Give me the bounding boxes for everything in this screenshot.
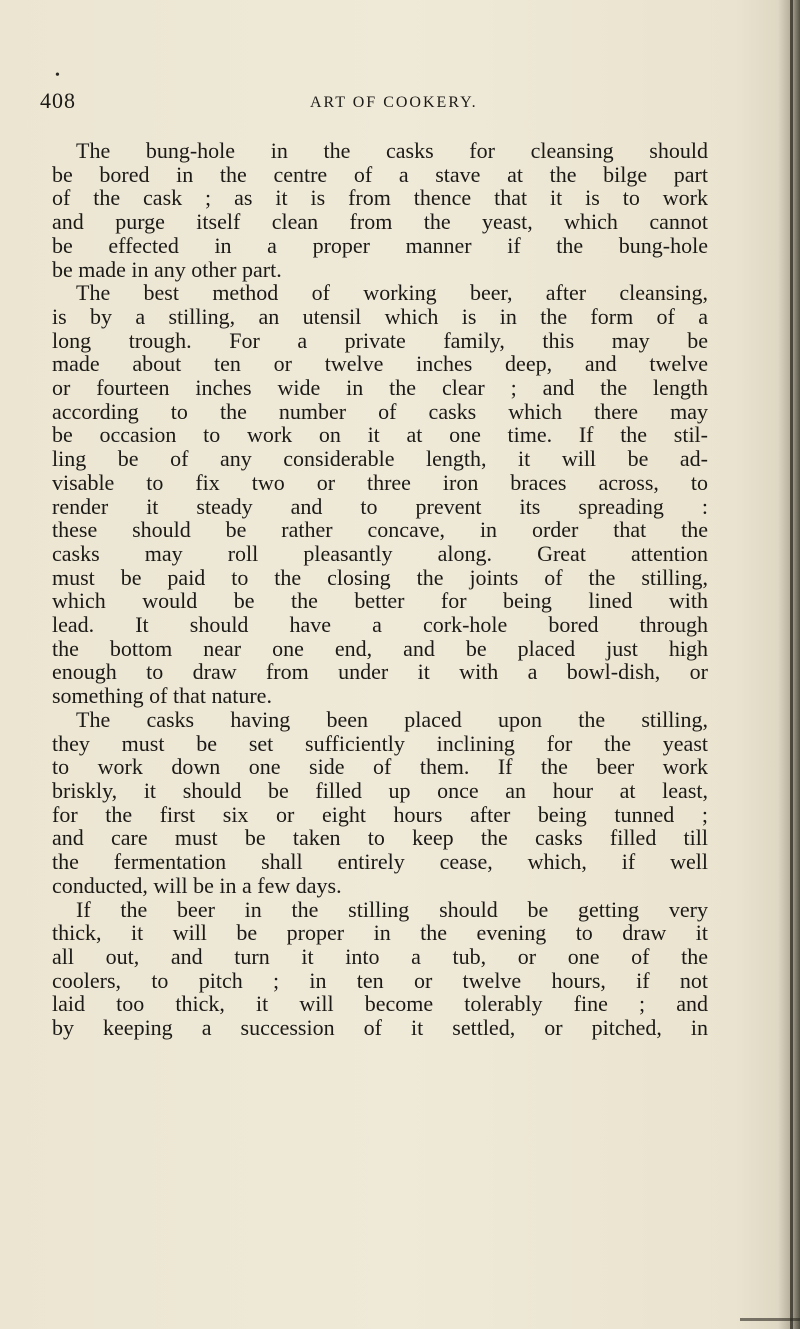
text-line: by keeping a succession of it settled, or pitched, in xyxy=(52,1015,708,1041)
text-line: they must be set sufficiently inclining for the yeast xyxy=(52,730,708,756)
text-line: be bored in the centre of a stave at the bilge part xyxy=(52,161,708,187)
text-line: according to the number of casks which there may xyxy=(52,398,708,424)
text-line: be occasion to work on it at one time. If the stil- xyxy=(52,422,708,448)
text-line: casks may roll pleasantly along. Great attention xyxy=(52,540,708,566)
text-line: which would be the better for being lined with xyxy=(52,588,708,614)
body-text xyxy=(52,139,708,1040)
text-line: The best method of working beer, after cleansing, xyxy=(76,280,708,306)
text-line: of the cask ; as it is from thence that it is to work xyxy=(52,185,708,211)
text-line: If the beer in the stilling should be getting very xyxy=(76,896,708,922)
text-line: be effected in a proper manner if the bung-hole xyxy=(52,232,708,258)
text-line: render it steady and to prevent its spreading : xyxy=(52,493,708,519)
page-edge-line xyxy=(740,1318,800,1321)
text-line: and care must be taken to keep the casks filled till xyxy=(52,825,708,851)
text-line: lead. It should have a cork-hole bored through xyxy=(52,612,708,638)
text-line: be made in any other part. xyxy=(52,256,282,282)
text-line: laid too thick, it will become tolerably fine ; and xyxy=(52,991,708,1017)
text-line: to work down one side of them. If the beer work xyxy=(52,754,708,780)
text-line: for the first six or eight hours after being tunned ; xyxy=(52,801,708,827)
text-line: coolers, to pitch ; in ten or twelve hours, if not xyxy=(52,967,708,993)
gutter-shadow xyxy=(778,0,800,1329)
margin-mark: • xyxy=(55,68,60,83)
text-line: or fourteen inches wide in the clear ; and the length xyxy=(52,375,708,401)
text-line: thick, it will be proper in the evening to draw it xyxy=(52,920,708,946)
text-line: The casks having been placed upon the stilling, xyxy=(76,706,708,732)
text-line: and purge itself clean from the yeast, which cannot xyxy=(52,209,708,235)
text-line: is by a stilling, an utensil which is in the form of a xyxy=(52,303,708,329)
text-line: The bung-hole in the casks for cleansing should xyxy=(76,138,708,163)
text-line: something of that nature. xyxy=(52,683,272,709)
gutter-edge xyxy=(790,0,793,1329)
text-line: ling be of any considerable length, it will be ad- xyxy=(52,446,708,472)
text-line: briskly, it should be filled up once an hour at least, xyxy=(52,777,708,803)
text-line: the fermentation shall entirely cease, which, if well xyxy=(52,849,708,875)
text-line: these should be rather concave, in order that the xyxy=(52,517,708,543)
text-line: visable to fix two or three iron braces across, to xyxy=(52,469,708,495)
text-line: all out, and turn it into a tub, or one of the xyxy=(52,943,708,969)
text-line: enough to draw from under it with a bowl-dish, or xyxy=(52,659,708,685)
running-head: ART OF COOKERY. xyxy=(310,94,478,111)
text-line: must be paid to the closing the joints of the stilling, xyxy=(52,564,708,590)
page-number: 408 xyxy=(40,88,76,113)
text-line: long trough. For a private family, this may be xyxy=(52,327,708,353)
text-line: the bottom near one end, and be placed just high xyxy=(52,635,708,661)
text-line: made about ten or twelve inches deep, and twelve xyxy=(52,351,708,377)
text-line: conducted, will be in a few days. xyxy=(52,872,342,898)
